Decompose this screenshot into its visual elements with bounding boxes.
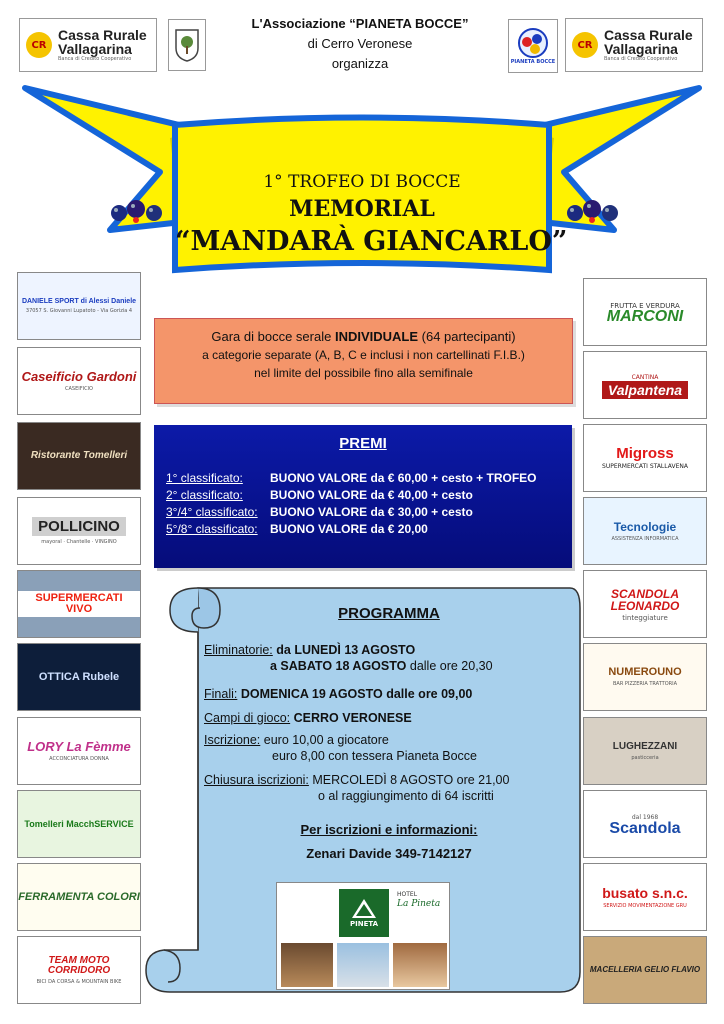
prize-place: 2° classificato:	[166, 488, 243, 502]
prize-row	[166, 522, 566, 539]
sponsor-left-9	[17, 863, 141, 931]
bocce-balls-left-icon	[110, 198, 164, 228]
hotel-label: HOTEL	[397, 891, 418, 898]
sponsor-right-5	[583, 570, 707, 638]
banner-line-1: 1° TROFEO DI BOCCE	[263, 172, 461, 192]
prize-value: BUONO VALORE da € 30,00 + cesto	[270, 505, 473, 519]
sponsor-sub: CANTINA	[631, 373, 659, 381]
sponsor-name: LUGHEZZANI	[612, 740, 678, 752]
finali-label: Finali:	[204, 687, 238, 701]
finali-value: DOMENICA 19 AGOSTO dalle ore 09,00	[240, 687, 473, 701]
sponsor-name: DANIELE SPORT di Alessi Daniele	[21, 298, 137, 305]
sponsor-name: Scandola	[609, 819, 681, 837]
sponsor-left-2	[17, 347, 141, 415]
sponsor-left-6	[17, 643, 141, 711]
sponsor-sub: SUPERMERCATI STALLAVENA	[602, 463, 688, 470]
sponsor-name: MARCONI	[606, 307, 684, 325]
hotel-name: La Pineta	[397, 899, 441, 909]
hotel-photo-2	[337, 943, 389, 987]
sponsor-left-10	[17, 936, 141, 1004]
hotel-ad	[276, 882, 450, 990]
campi-label: Campi di gioco:	[204, 711, 291, 725]
sponsor-name: busato s.n.c.	[602, 884, 688, 901]
sponsor-right-1	[583, 278, 707, 346]
sponsor-sub: FRUTTA E VERDURA	[610, 301, 680, 310]
planet-icon	[517, 27, 549, 59]
sponsor-sub: BAR PIZZERIA TRATTORIA	[612, 681, 678, 687]
bank-name-1: Cassa Rurale	[58, 27, 147, 43]
contact-title: Per iscrizioni e informazioni:	[300, 822, 478, 837]
sponsor-sub: 37057 S. Giovanni Lupatoto - Via Gorizia 4	[25, 308, 133, 314]
iscr-2: euro 8,00 con tessera Pianeta Bocce	[272, 749, 477, 763]
prize-value: BUONO VALORE da € 60,00 + cesto + TROFEO	[270, 471, 537, 485]
tournament-info-box	[154, 318, 573, 404]
chiusura-label: Chiusura iscrizioni:	[204, 773, 309, 787]
sponsor-left-8	[17, 790, 141, 858]
sponsor-name: FERRAMENTA COLORI	[18, 890, 140, 903]
bank-logo-left	[19, 18, 157, 72]
programma-title: PROGRAMMA	[338, 605, 440, 622]
sponsor-left-7	[17, 717, 141, 785]
sponsor-left-1	[17, 272, 141, 340]
contact-value: Zenari Davide 349-7142127	[306, 846, 472, 861]
sponsor-sub: ASSISTENZA INFORMATICA	[611, 535, 679, 542]
bank-logo-right	[565, 18, 703, 72]
header-line-3: organizza	[331, 56, 389, 71]
bank-sub: Banca di Credito Cooperativo	[604, 56, 678, 62]
sponsor-sub: pasticceria	[631, 754, 659, 761]
info-line1-c: (64 partecipanti)	[418, 329, 516, 344]
campi-value: CERRO VERONESE	[293, 711, 412, 725]
sponsor-sub: ACCONCIATURA DONNA	[49, 756, 109, 762]
prizes-title: PREMI	[339, 435, 387, 452]
sponsor-left-5	[17, 570, 141, 638]
elim-2: a SABATO 18 AGOSTO	[270, 659, 407, 673]
bocce-balls-right-icon	[566, 198, 620, 228]
sponsor-right-4	[583, 497, 707, 565]
chiusura-1: MERCOLEDÌ 8 AGOSTO ore 21,00	[312, 773, 510, 787]
sponsor-sub: tinteggiature	[622, 613, 668, 622]
info-line-3: nel limite del possibile fino alla semifinale	[254, 366, 473, 380]
hotel-photo-3	[393, 943, 447, 987]
sponsor-name: Tomelleri MacchSERVICE	[24, 818, 134, 829]
prize-value: BUONO VALORE da € 40,00 + cesto	[270, 488, 473, 502]
town-crest	[168, 19, 206, 71]
prize-value: BUONO VALORE da € 20,00	[270, 522, 428, 536]
prizes-box	[154, 425, 572, 568]
sponsor-name: SUPERMERCATI VIVO	[18, 591, 140, 617]
sponsor-name: Caseificio Gardoni	[21, 369, 137, 384]
bank-name-1: Cassa Rurale	[604, 27, 693, 43]
prize-row	[166, 488, 566, 505]
sponsor-right-2	[583, 351, 707, 419]
sponsor-name: TEAM MOTO CORRIDORO	[47, 954, 111, 976]
sponsor-sub: mayoral · Chantelle · VINGINO	[41, 539, 117, 545]
banner-text	[175, 170, 568, 260]
header-line-1: L'Associazione “PIANETA BOCCE”	[251, 16, 469, 31]
elim-1: da LUNEDÌ 13 AGOSTO	[276, 643, 416, 657]
sponsor-sub: SERVIZIO MOVIMENTAZIONE GRU	[603, 902, 687, 909]
sponsor-right-8	[583, 790, 707, 858]
iscr-1: euro 10,00 a giocatore	[263, 733, 389, 747]
sponsor-name: Tecnologie	[613, 519, 677, 534]
header-line-2: di Cerro Veronese	[307, 36, 413, 51]
prize-place: 1° classificato:	[166, 471, 243, 485]
iscr-label: Iscrizione:	[204, 733, 261, 747]
pianeta-bocce-logo	[508, 19, 558, 73]
sponsor-right-6	[583, 643, 707, 711]
sponsor-name: POLLICINO	[32, 517, 126, 536]
bank-name-2: Vallagarina	[604, 41, 678, 57]
banner-line-2: MEMORIAL	[289, 196, 435, 222]
sponsor-name: Valpantena	[602, 381, 688, 399]
banner-line-3: “MANDARÀ GIANCARLO”	[175, 226, 568, 257]
sponsor-right-3	[583, 424, 707, 492]
hotel-logo-text: PINETA	[349, 920, 379, 928]
prize-place: 5°/8° classificato:	[166, 522, 258, 536]
sponsor-left-4	[17, 497, 141, 565]
info-line-2: a categorie separate (A, B, C e inclusi i non cartellinati F.I.B.)	[202, 348, 525, 362]
hotel-photo-1	[281, 943, 333, 987]
bank-sub: Banca di Credito Cooperativo	[58, 56, 132, 62]
elim-label: Eliminatorie:	[204, 643, 273, 657]
sponsor-name: Migross	[616, 445, 674, 462]
pianeta-logo-text: PIANETA BOCCE	[510, 59, 556, 65]
sponsor-right-7	[583, 717, 707, 785]
sponsor-name: Ristorante Tomelleri	[30, 450, 128, 461]
info-line1-b: INDIVIDUALE	[334, 329, 419, 344]
sponsor-name: SCANDOLA LEONARDO	[610, 586, 680, 613]
sponsor-name: NUMEROUNO	[608, 666, 682, 678]
pine-tree-icon	[349, 898, 379, 920]
sponsor-name: OTTICA Rubele	[38, 670, 120, 683]
bank-emblem-icon: CR	[572, 32, 598, 58]
sponsor-sub: dal 1968	[631, 813, 659, 821]
elim-2b: dalle ore 20,30	[406, 659, 493, 673]
sponsor-sub: BICI DA CORSA & MOUNTAIN BIKE	[36, 978, 122, 985]
bank-name-2: Vallagarina	[58, 41, 132, 57]
prize-row	[166, 471, 566, 488]
hotel-logo	[339, 889, 389, 937]
sponsor-sub: CASEIFICIO	[65, 386, 93, 392]
header-text	[210, 14, 510, 74]
programma-content	[202, 604, 576, 862]
crest-icon	[174, 28, 200, 62]
sponsor-right-9	[583, 863, 707, 931]
prize-row	[166, 505, 566, 522]
sponsor-right-10	[583, 936, 707, 1004]
sponsor-name: LORY La Fèmme	[27, 739, 131, 754]
sponsor-left-3	[17, 422, 141, 490]
sponsor-name: MACELLERIA GELIO FLAVIO	[589, 965, 701, 974]
info-line1-a: Gara di bocce serale	[211, 329, 335, 344]
prize-place: 3°/4° classificato:	[166, 505, 258, 519]
chiusura-2: o al raggiungimento di 64 iscritti	[318, 789, 494, 803]
bank-emblem-icon: CR	[26, 32, 52, 58]
